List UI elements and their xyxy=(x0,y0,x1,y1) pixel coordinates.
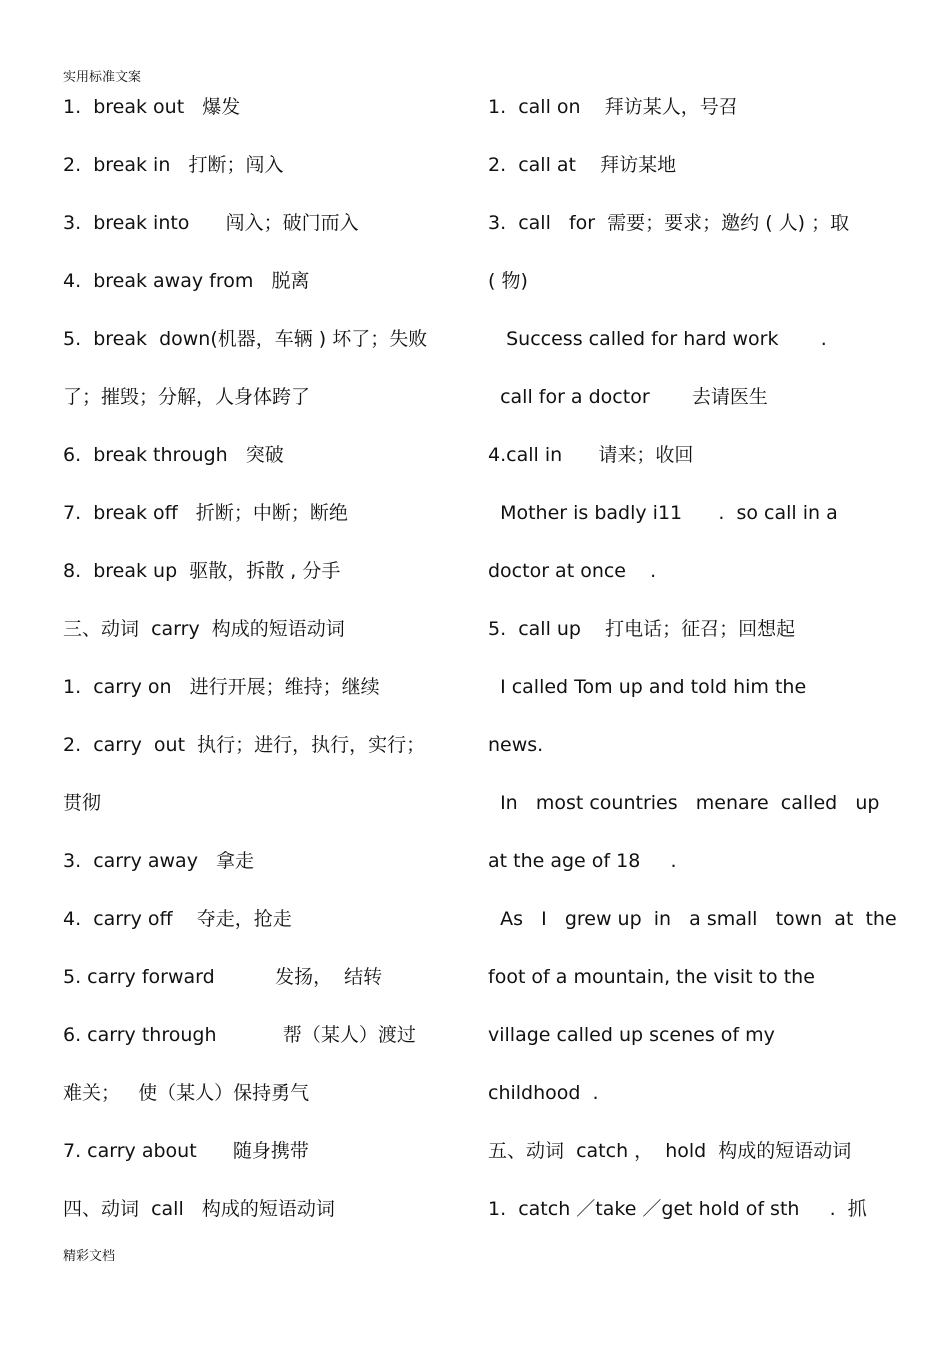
example-sentence: at the age of 18 . xyxy=(488,850,677,872)
text-line: 5. carry forward 发扬， 结转 xyxy=(63,966,383,988)
example-sentence: village called up scenes of my xyxy=(488,1024,775,1046)
example-sentence: call for a doctor 去请医生 xyxy=(488,386,768,408)
text-line: 5. break down(机器，车辆 ) 坏了；失败 xyxy=(63,328,428,350)
text-line: 6. break through 突破 xyxy=(63,444,284,466)
text-line: 7. carry about 随身携带 xyxy=(63,1140,309,1162)
example-sentence: In most countries menare called up xyxy=(488,792,880,814)
example-sentence: As I grew up in a small town at the xyxy=(488,908,897,930)
text-line: 3. break into 闯入；破门而入 xyxy=(63,212,359,234)
example-sentence: I called Tom up and told him the xyxy=(488,676,807,698)
text-line: 5. call up 打电话；征召；回想起 xyxy=(488,618,796,640)
example-sentence: Success called for hard work . xyxy=(488,328,827,350)
text-line: 4. carry off 夺走，抢走 xyxy=(63,908,292,930)
section-heading: 四、动词 call 构成的短语动词 xyxy=(63,1198,335,1220)
text-line: ( 物) xyxy=(488,270,528,292)
example-sentence: foot of a mountain, the visit to the xyxy=(488,966,815,988)
text-line: 1. call on 拜访某人，号召 xyxy=(488,96,738,118)
text-line: 1. carry on 进行开展；维持；继续 xyxy=(63,676,380,698)
example-sentence: childhood . xyxy=(488,1082,599,1104)
text-line: 3. carry away 拿走 xyxy=(63,850,255,872)
text-line: 8. break up 驱散，拆散 , 分手 xyxy=(63,560,341,582)
text-line: 6. carry through 帮（某人）渡过 xyxy=(63,1024,416,1046)
text-line: 4. break away from 脱离 xyxy=(63,270,310,292)
left-column xyxy=(63,90,455,1250)
example-sentence: doctor at once . xyxy=(488,560,657,582)
example-sentence: news. xyxy=(488,734,544,756)
text-line: 4.call in 请来；收回 xyxy=(488,444,694,466)
text-line: 难关； 使（某人）保持勇气 xyxy=(63,1082,310,1104)
page-header-label: 实用标准文案 xyxy=(63,70,142,85)
text-line: 2. call at 拜访某地 xyxy=(488,154,677,176)
example-sentence: Mother is badly i11 . so call in a xyxy=(488,502,838,524)
text-line: 2. carry out 执行；进行，执行，实行； xyxy=(63,734,426,756)
text-line: 了；摧毁；分解，人身体跨了 xyxy=(63,386,311,408)
right-column xyxy=(488,90,897,1250)
page-footer-label: 精彩文档 xyxy=(63,1249,116,1264)
text-line: 贯彻 xyxy=(63,792,102,814)
text-line: 1. catch ／take ／get hold of sth . 抓 xyxy=(488,1198,867,1220)
text-line: 2. break in 打断；闯入 xyxy=(63,154,284,176)
section-heading: 五、动词 catch ， hold 构成的短语动词 xyxy=(488,1140,852,1162)
text-line: 1. break out 爆发 xyxy=(63,96,241,118)
text-line: 7. break off 折断；中断；断绝 xyxy=(63,502,348,524)
text-line: 3. call for 需要；要求；邀约 ( 人) ；取 xyxy=(488,212,850,234)
section-heading: 三、动词 carry 构成的短语动词 xyxy=(63,618,345,640)
